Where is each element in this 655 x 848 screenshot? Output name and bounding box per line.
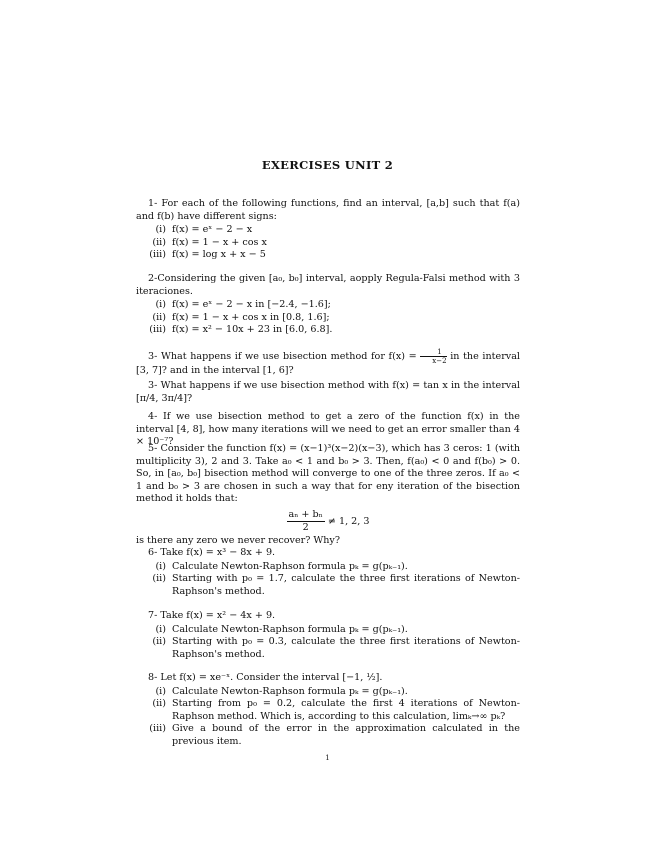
exercise-6-items <box>136 561 520 599</box>
exercise-2 <box>136 273 520 337</box>
exercise-8-text: 8- Let f(x) = xe⁻ˣ. Consider the interval [−1, ½]. <box>148 672 383 683</box>
fraction: $\frac{1}{x-2}$ <box>420 348 446 365</box>
list-item: (iii) f(x) = x² − 10x + 23 in [6.0, 6.8]. <box>149 324 333 335</box>
list-item: (iii) Give a bound of the error in the approximation calculated in the previous item. <box>149 723 520 747</box>
list-item: (i) f(x) = eˣ − 2 − x <box>155 224 253 235</box>
exercise-5 <box>136 443 520 547</box>
exercise-4-text: 4- If we use bisection method to get a zero of the function f(x) in the interval [4, 8], how many iterations will we need to get an error smaller than 4 × 10⁻⁷? <box>136 411 520 447</box>
list-item: (ii) Starting with p₀ = 0.3, calculate the three first iterations of Newton-Raphson's method. <box>152 636 520 660</box>
exercise-1-text: 1- For each of the following functions, find an interval, [a,b] such that f(a) and f(b) have different signs: <box>136 198 520 222</box>
exercise-3a-text: 3- What happens if we use bisection method for f(x) = $\frac{1}{x-2}$ in the interval [3, 7]? and in the interval [1, 6]? <box>136 348 520 376</box>
fraction: $\frac{\text{aₙ + bₙ}}{2}$ <box>288 508 323 533</box>
exercise-3b <box>136 380 520 405</box>
exercise-6-text: 6- Take f(x) = x³ − 8x + 9. <box>148 547 276 558</box>
list-item: (i) f(x) = eˣ − 2 − x in [−2.4, −1.6]; <box>155 299 331 310</box>
page-title: EXERCISES UNIT 2 <box>261 158 394 172</box>
exercise-1 <box>136 198 520 262</box>
list-item: (ii) f(x) = 1 − x + cos x <box>152 236 267 248</box>
exercise-2-text: 2-Considering the given [a₀, b₀] interval, aopply Regula-Falsi method with 3 iteraciones. <box>136 273 520 297</box>
exercise-7-items <box>136 624 520 662</box>
exercise-3b-text: 3- What happens if we use bisection method with f(x) = tan x in the interval [π/4, 3π/4]? <box>136 380 520 404</box>
exercise-1-items <box>136 224 520 262</box>
list-item: (i) Calculate Newton-Raphson formula pₖ = g(pₖ₋₁). <box>155 685 408 697</box>
list-item: (iii) f(x) = log x + x − 5 <box>149 249 266 260</box>
exercise-7-text: 7- Take f(x) = x² − 4x + 9. <box>148 610 276 621</box>
exercise-7 <box>136 610 520 661</box>
list-item: (ii) Starting with p₀ = 1.7, calculate the three first iterations of Newton-Raphson's method. <box>152 573 520 597</box>
list-item: (ii) f(x) = 1 − x + cos x in [0.8, 1.6]; <box>152 311 330 323</box>
exercise-8-items <box>136 686 520 749</box>
list-item: (i) Calculate Newton-Raphson formula pₖ = g(pₖ₋₁). <box>155 560 408 572</box>
exercise-2-items <box>136 299 520 337</box>
exercise-3a <box>136 348 520 378</box>
exercise-8 <box>136 672 520 748</box>
exercise-5-text: 5- Consider the function f(x) = (x−1)³(x−2)(x−3), which has 3 ceros: 1 (with multiplicity 3), 2 and 3. Take a₀ < 1 and b₀ > 3. Then, f(a₀) < 0 and f(b₀) > 0. So, in [a₀, b₀] bisection method will converge to one of the three zeros. If a₀ < 1 and b₀ > 3 are chosen in such a way that for eny iteration of the bisection method it holds that: <box>136 443 520 504</box>
exercise-5-formula: $\frac{\text{aₙ + bₙ}}{2}$ ≠ 1, 2, 3 <box>288 508 370 533</box>
page-number: 1 <box>325 754 330 762</box>
list-item: (i) Calculate Newton-Raphson formula pₖ = g(pₖ₋₁). <box>155 623 408 635</box>
list-item: (ii) Starting from p₀ = 0.2, calculate the first 4 iterations of Newton-Raphson method. Which is, according to this calculation, limₖ→∞ pₖ? <box>152 698 520 722</box>
exercise-5-question: is there any zero we never recover? Why? <box>136 534 340 546</box>
exercise-6 <box>136 547 520 598</box>
